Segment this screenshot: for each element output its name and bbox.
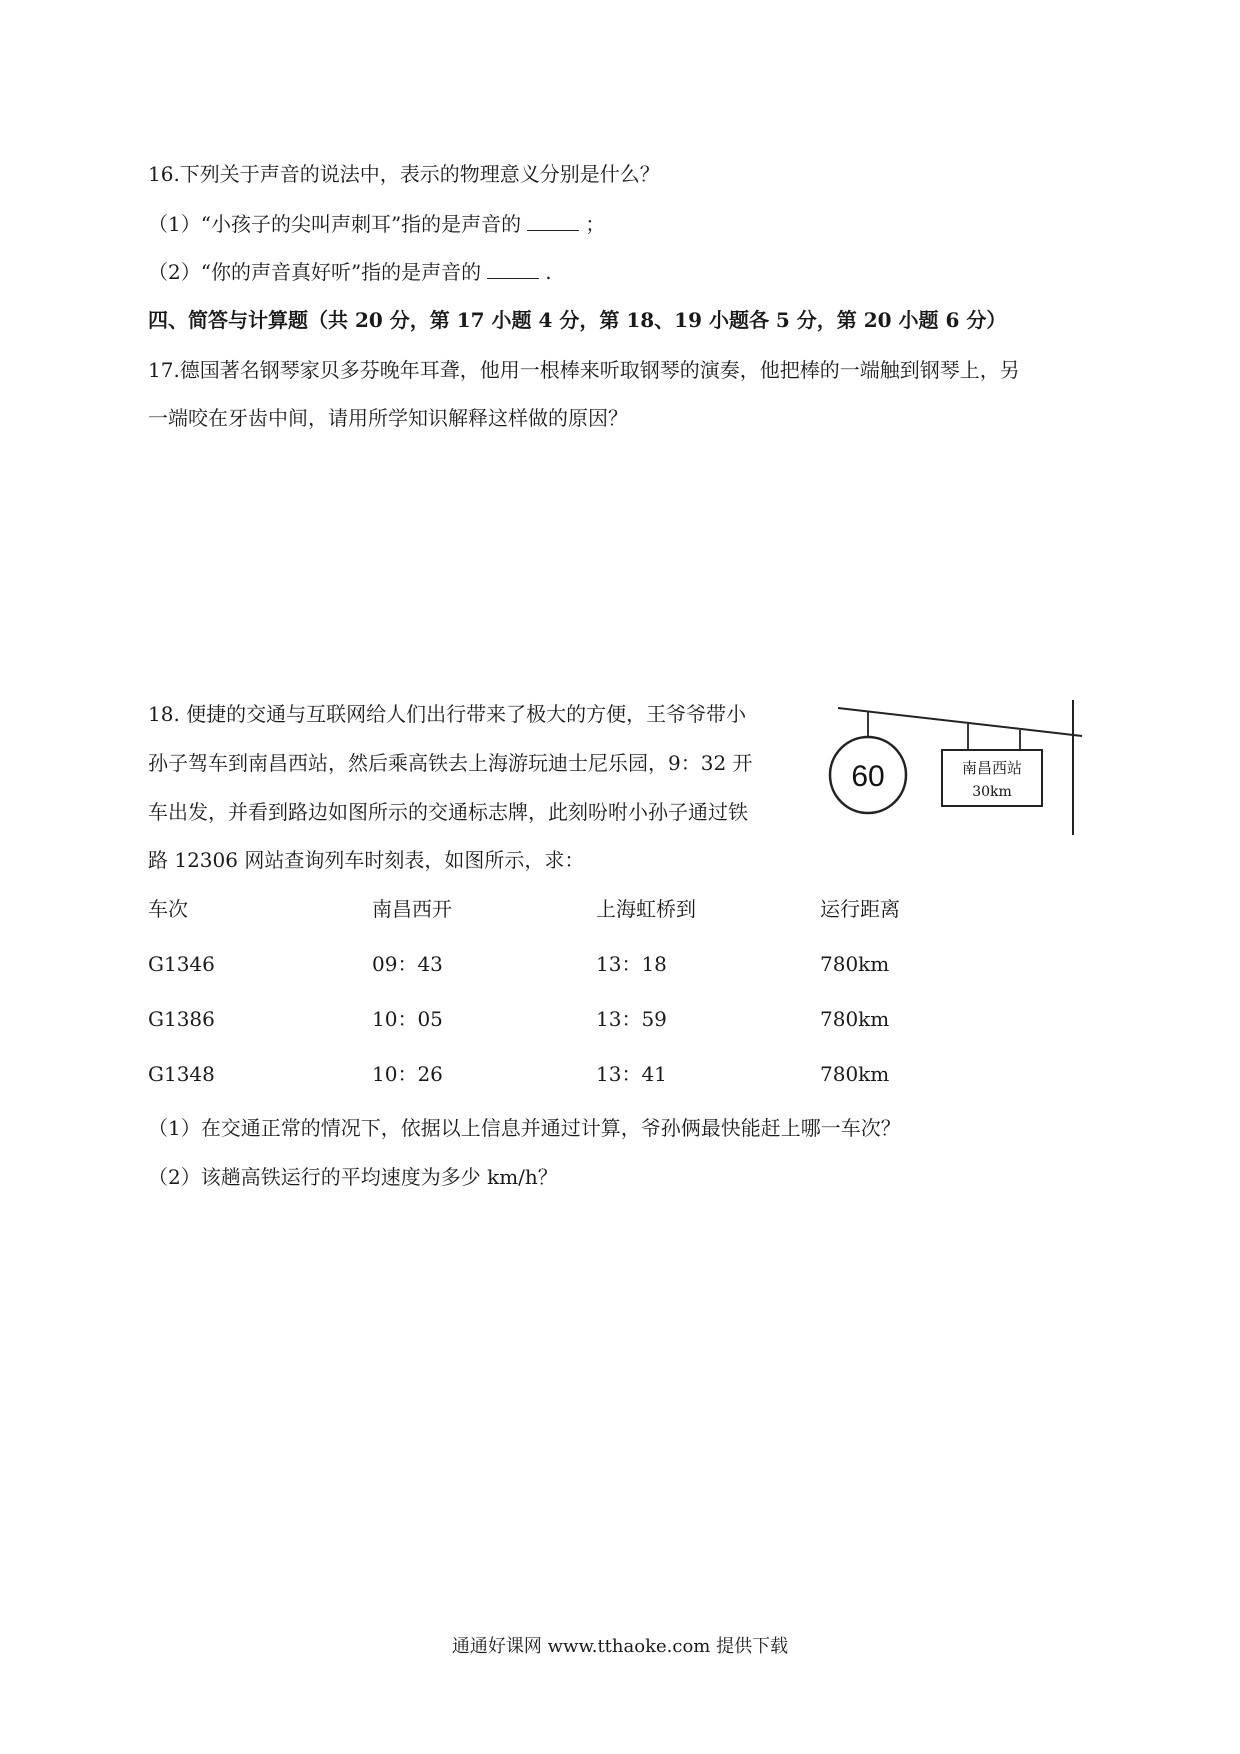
q17-line2: 一端咬在牙齿中间，请用所学知识解释这样做的原因？ <box>148 406 628 430</box>
q18-line3: 车出发，并看到路边如图所示的交通标志牌，此刻吩咐小孙子通过铁 <box>148 800 748 824</box>
q17-line1: 17.德国著名钢琴家贝多芬晚年耳聋，他用一根棒来听取钢琴的演奏，他把棒的一端触到钢琴上，另 <box>148 358 1020 382</box>
q16-part2-text: （2）“你的声音真好听”指的是声音的 <box>148 260 482 284</box>
table-header-depart: 南昌西开 <box>372 897 452 921</box>
q18-line2: 孙子驾车到南昌西站，然后乘高铁去上海游玩迪士尼乐园，9：32 开 <box>148 751 753 775</box>
table-row-1-depart: 09：43 <box>372 952 443 976</box>
q16-part2-end: . <box>545 260 552 284</box>
table-row-1-train: G1346 <box>148 952 215 976</box>
sign-wire <box>838 708 1082 736</box>
table-header-arrive: 上海虹桥到 <box>596 897 696 921</box>
traffic-sign-drawing <box>820 690 1090 840</box>
q16-part1-blank <box>527 212 579 231</box>
q18-sub1: （1）在交通正常的情况下，依据以上信息并通过计算，爷孙俩最快能赶上哪一车次？ <box>148 1116 901 1140</box>
table-header-distance: 运行距离 <box>820 897 900 921</box>
q16-part1-text: （1）“小孩子的尖叫声刺耳”指的是声音的 <box>148 212 522 236</box>
table-row-3-train: G1348 <box>148 1062 215 1086</box>
table-row-3-depart: 10：26 <box>372 1062 443 1086</box>
table-row-1-arrive: 13：18 <box>596 952 667 976</box>
table-row-1-distance: 780km <box>820 952 890 976</box>
table-row-2-arrive: 13：59 <box>596 1007 667 1031</box>
section4-heading: 四、简答与计算题（共 20 分，第 17 小题 4 分，第 18、19 小题各 5 分，第 20 小题 6 分） <box>148 308 1007 332</box>
speed-limit-value: 60 <box>851 760 885 793</box>
table-row-2-distance: 780km <box>820 1007 890 1031</box>
traffic-sign-figure <box>820 690 1090 840</box>
q18-line1: 18. 便捷的交通与互联网给人们出行带来了极大的方便，王爷爷带小 <box>148 702 747 726</box>
table-row-3-distance: 780km <box>820 1062 890 1086</box>
page-footer: 通通好课网 www.tthaoke.com 提供下载 <box>451 1636 789 1657</box>
q16-part2 <box>148 258 552 286</box>
station-sign-distance: 30km <box>972 784 1012 800</box>
q16-stem: 16.下列关于声音的说法中，表示的物理意义分别是什么？ <box>148 162 660 186</box>
q16-part1 <box>148 210 605 238</box>
q16-part2-blank <box>487 260 539 279</box>
q18-line4: 路 12306 网站查询列车时刻表，如图所示，求： <box>148 848 585 872</box>
station-sign-name: 南昌西站 <box>961 759 1023 777</box>
table-header-train: 车次 <box>148 897 188 921</box>
table-row-2-depart: 10：05 <box>372 1007 443 1031</box>
q16-part1-end: ； <box>585 212 606 236</box>
table-row-3-arrive: 13：41 <box>596 1062 667 1086</box>
table-row-2-train: G1386 <box>148 1007 215 1031</box>
q18-sub2: （2）该趟高铁运行的平均速度为多少 km/h？ <box>148 1165 558 1189</box>
